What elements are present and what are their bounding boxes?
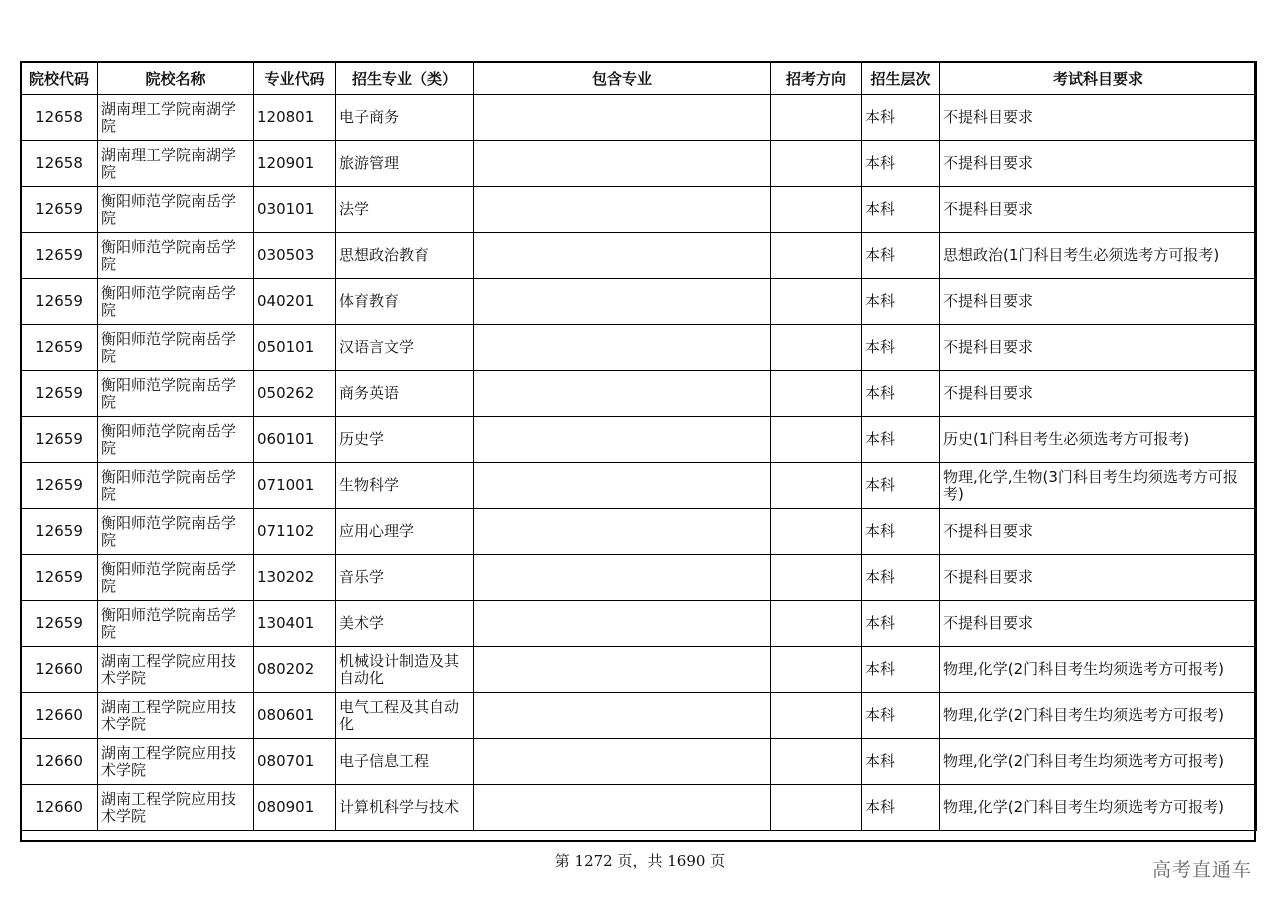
- cell-col-subject-req: 物理,化学,生物(3门科目考生均须选考方可报考): [940, 463, 1257, 509]
- cell-col-level: 本科: [862, 371, 940, 417]
- cell-col-subject-req: 不提科目要求: [940, 279, 1257, 325]
- header-col-included: 包含专业: [474, 62, 771, 95]
- cell-col-school-name: 衡阳师范学院南岳学院: [98, 417, 254, 463]
- cell-col-included: [474, 647, 771, 693]
- cell-col-included: [474, 463, 771, 509]
- cell-col-school-code: 12659: [21, 187, 98, 233]
- header-col-major-code: 专业代码: [254, 62, 336, 95]
- cell-col-direction: [771, 325, 862, 371]
- table-body: [21, 95, 1257, 831]
- header-col-direction: 招考方向: [771, 62, 862, 95]
- cell-col-major-code: 030503: [254, 233, 336, 279]
- header-col-major: 招生专业（类）: [336, 62, 474, 95]
- cell-col-major: 电子信息工程: [336, 739, 474, 785]
- cell-col-level: 本科: [862, 417, 940, 463]
- table-row: [21, 647, 1257, 693]
- table-row: [21, 141, 1257, 187]
- cell-col-included: [474, 141, 771, 187]
- table-row: [21, 95, 1257, 141]
- cell-col-subject-req: 不提科目要求: [940, 555, 1257, 601]
- cell-col-school-code: 12659: [21, 233, 98, 279]
- cell-col-school-code: 12659: [21, 417, 98, 463]
- cell-col-major: 电子商务: [336, 95, 474, 141]
- cell-col-included: [474, 693, 771, 739]
- cell-col-school-code: 12659: [21, 325, 98, 371]
- cell-col-level: 本科: [862, 141, 940, 187]
- cell-col-school-name: 衡阳师范学院南岳学院: [98, 325, 254, 371]
- table-row: [21, 555, 1257, 601]
- cell-col-major: 音乐学: [336, 555, 474, 601]
- cell-col-subject-req: 不提科目要求: [940, 141, 1257, 187]
- cell-col-school-name: 衡阳师范学院南岳学院: [98, 555, 254, 601]
- cell-col-major: 生物科学: [336, 463, 474, 509]
- cell-col-subject-req: 物理,化学(2门科目考生均须选考方可报考): [940, 739, 1257, 785]
- cell-col-school-name: 湖南工程学院应用技术学院: [98, 785, 254, 831]
- cell-col-school-name: 衡阳师范学院南岳学院: [98, 279, 254, 325]
- cell-col-level: 本科: [862, 233, 940, 279]
- cell-col-school-name: 衡阳师范学院南岳学院: [98, 601, 254, 647]
- cell-col-level: 本科: [862, 325, 940, 371]
- cell-col-major-code: 071001: [254, 463, 336, 509]
- cell-col-major-code: 120901: [254, 141, 336, 187]
- cell-col-major-code: 130202: [254, 555, 336, 601]
- cell-col-school-name: 湖南工程学院应用技术学院: [98, 739, 254, 785]
- cell-col-major: 思想政治教育: [336, 233, 474, 279]
- cell-col-level: 本科: [862, 601, 940, 647]
- cell-col-direction: [771, 279, 862, 325]
- cell-col-major-code: 060101: [254, 417, 336, 463]
- cell-col-major-code: 080901: [254, 785, 336, 831]
- cell-col-subject-req: 不提科目要求: [940, 325, 1257, 371]
- cell-col-school-code: 12659: [21, 371, 98, 417]
- table-row: [21, 785, 1257, 831]
- cell-col-school-code: 12659: [21, 463, 98, 509]
- cell-col-subject-req: 物理,化学(2门科目考生均须选考方可报考): [940, 647, 1257, 693]
- cell-col-subject-req: 物理,化学(2门科目考生均须选考方可报考): [940, 785, 1257, 831]
- cell-col-level: 本科: [862, 187, 940, 233]
- cell-col-included: [474, 555, 771, 601]
- cell-col-school-name: 衡阳师范学院南岳学院: [98, 233, 254, 279]
- cell-col-major-code: 050101: [254, 325, 336, 371]
- table-row: [21, 371, 1257, 417]
- cell-col-school-code: 12660: [21, 739, 98, 785]
- cell-col-school-code: 12659: [21, 279, 98, 325]
- cell-col-school-name: 衡阳师范学院南岳学院: [98, 371, 254, 417]
- cell-col-school-code: 12658: [21, 141, 98, 187]
- cell-col-direction: [771, 463, 862, 509]
- cell-col-school-name: 湖南工程学院应用技术学院: [98, 693, 254, 739]
- cell-col-direction: [771, 739, 862, 785]
- cell-col-major: 计算机科学与技术: [336, 785, 474, 831]
- table-row: [21, 417, 1257, 463]
- cell-col-level: 本科: [862, 509, 940, 555]
- cell-col-included: [474, 187, 771, 233]
- cell-col-major-code: 050262: [254, 371, 336, 417]
- cell-col-included: [474, 509, 771, 555]
- cell-col-major: 旅游管理: [336, 141, 474, 187]
- cell-col-direction: [771, 95, 862, 141]
- table-row: [21, 233, 1257, 279]
- cell-col-school-name: 衡阳师范学院南岳学院: [98, 187, 254, 233]
- cell-col-school-code: 12659: [21, 555, 98, 601]
- cell-col-direction: [771, 785, 862, 831]
- cell-col-subject-req: 不提科目要求: [940, 371, 1257, 417]
- table-row: [21, 601, 1257, 647]
- cell-col-direction: [771, 601, 862, 647]
- cell-col-level: 本科: [862, 463, 940, 509]
- cell-col-major: 历史学: [336, 417, 474, 463]
- header-col-level: 招生层次: [862, 62, 940, 95]
- cell-col-level: 本科: [862, 555, 940, 601]
- cell-col-major: 商务英语: [336, 371, 474, 417]
- enrollment-table: [20, 61, 1257, 831]
- cell-col-major-code: 030101: [254, 187, 336, 233]
- cell-col-school-name: 衡阳师范学院南岳学院: [98, 509, 254, 555]
- cell-col-subject-req: 不提科目要求: [940, 509, 1257, 555]
- header-col-school-code: 院校代码: [21, 62, 98, 95]
- table-header: [21, 62, 1257, 95]
- cell-col-direction: [771, 693, 862, 739]
- cell-col-subject-req: 不提科目要求: [940, 601, 1257, 647]
- cell-col-major-code: 130401: [254, 601, 336, 647]
- page-number: 第 1272 页，共 1690 页: [554, 852, 726, 870]
- cell-col-school-code: 12660: [21, 693, 98, 739]
- cell-col-direction: [771, 647, 862, 693]
- cell-col-included: [474, 417, 771, 463]
- table-row: [21, 693, 1257, 739]
- cell-col-school-code: 12660: [21, 647, 98, 693]
- cell-col-included: [474, 739, 771, 785]
- table-row: [21, 509, 1257, 555]
- cell-col-level: 本科: [862, 95, 940, 141]
- cell-col-major: 汉语言文学: [336, 325, 474, 371]
- table-row: [21, 463, 1257, 509]
- cell-col-school-name: 湖南理工学院南湖学院: [98, 141, 254, 187]
- header-row: [21, 62, 1257, 95]
- cell-col-major-code: 040201: [254, 279, 336, 325]
- cell-col-level: 本科: [862, 785, 940, 831]
- cell-col-major: 机械设计制造及其自动化: [336, 647, 474, 693]
- cell-col-direction: [771, 187, 862, 233]
- cell-col-major-code: 071102: [254, 509, 336, 555]
- cell-col-major-code: 080701: [254, 739, 336, 785]
- cell-col-subject-req: 不提科目要求: [940, 187, 1257, 233]
- cell-col-level: 本科: [862, 693, 940, 739]
- cell-col-school-name: 衡阳师范学院南岳学院: [98, 463, 254, 509]
- cell-col-direction: [771, 233, 862, 279]
- cell-col-major: 应用心理学: [336, 509, 474, 555]
- cell-col-direction: [771, 509, 862, 555]
- watermark-logo: 高考直通车: [1151, 859, 1252, 881]
- cell-col-included: [474, 325, 771, 371]
- cell-col-direction: [771, 555, 862, 601]
- cell-col-major: 法学: [336, 187, 474, 233]
- cell-col-level: 本科: [862, 647, 940, 693]
- cell-col-included: [474, 233, 771, 279]
- cell-col-subject-req: 思想政治(1门科目考生必须选考方可报考): [940, 233, 1257, 279]
- cell-col-school-code: 12660: [21, 785, 98, 831]
- cell-col-level: 本科: [862, 279, 940, 325]
- cell-col-direction: [771, 417, 862, 463]
- cell-col-direction: [771, 371, 862, 417]
- cell-col-subject-req: 历史(1门科目考生必须选考方可报考): [940, 417, 1257, 463]
- cell-col-major: 电气工程及其自动化: [336, 693, 474, 739]
- cell-col-included: [474, 785, 771, 831]
- cell-col-direction: [771, 141, 862, 187]
- cell-col-major-code: 080601: [254, 693, 336, 739]
- cell-col-subject-req: 物理,化学(2门科目考生均须选考方可报考): [940, 693, 1257, 739]
- cell-col-included: [474, 601, 771, 647]
- cell-col-school-code: 12658: [21, 95, 98, 141]
- cell-col-major: 美术学: [336, 601, 474, 647]
- table-row: [21, 187, 1257, 233]
- cell-col-school-name: 湖南理工学院南湖学院: [98, 95, 254, 141]
- cell-col-included: [474, 95, 771, 141]
- cell-col-major-code: 120801: [254, 95, 336, 141]
- table-row: [21, 325, 1257, 371]
- cell-col-level: 本科: [862, 739, 940, 785]
- header-col-subject-req: 考试科目要求: [940, 62, 1257, 95]
- table-row: [21, 739, 1257, 785]
- header-col-school-name: 院校名称: [98, 62, 254, 95]
- cell-col-included: [474, 371, 771, 417]
- cell-col-major: 体育教育: [336, 279, 474, 325]
- cell-col-major-code: 080202: [254, 647, 336, 693]
- cell-col-included: [474, 279, 771, 325]
- cell-col-subject-req: 不提科目要求: [940, 95, 1257, 141]
- table-row: [21, 279, 1257, 325]
- cell-col-school-code: 12659: [21, 601, 98, 647]
- cell-col-school-code: 12659: [21, 509, 98, 555]
- cell-col-school-name: 湖南工程学院应用技术学院: [98, 647, 254, 693]
